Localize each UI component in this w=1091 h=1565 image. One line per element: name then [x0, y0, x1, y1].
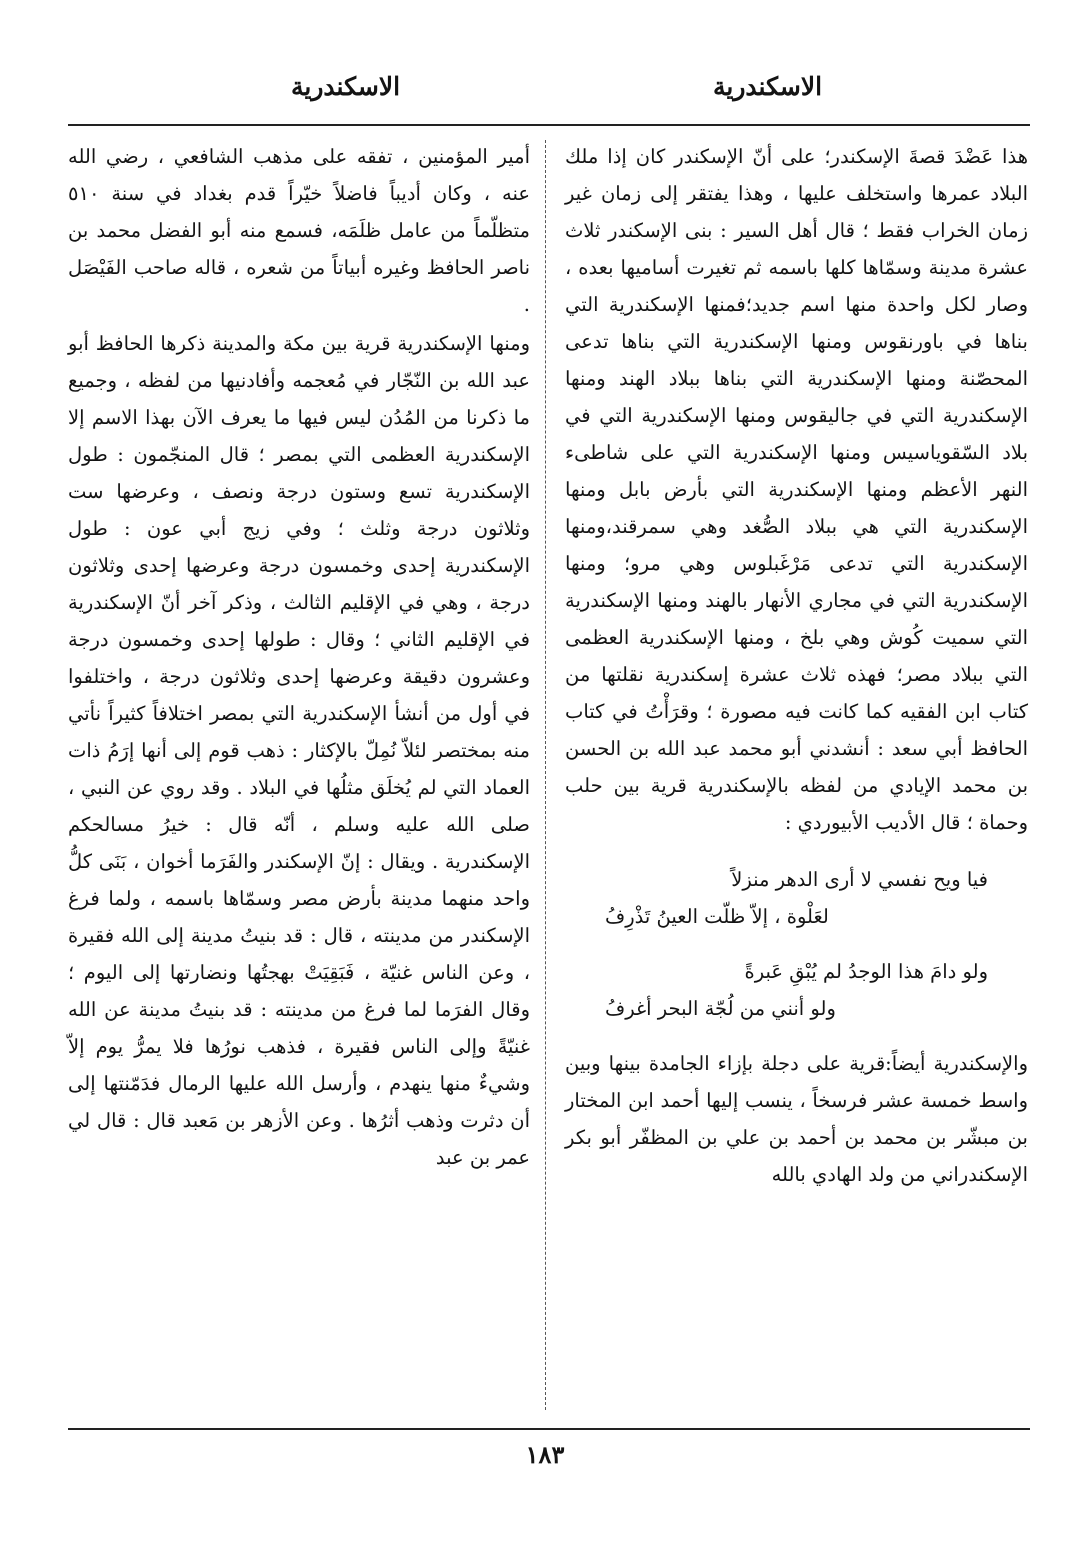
verse-1	[565, 861, 1028, 935]
right-running-header: الاسكندرية	[712, 72, 823, 101]
footer-rule	[68, 1428, 1030, 1430]
verse-2-first-hemistich: ولو دامَ هذا الوجدُ لم يُبْقِ عَبرةً	[744, 960, 988, 983]
right-column	[565, 138, 1028, 1193]
verse-1-first-hemistich: فيا ويح نفسي لا أرى الدهر منزلاً	[731, 868, 988, 891]
left-running-header: الاسكندرية	[290, 72, 401, 101]
left-paragraph-1: أمير المؤمنين ، تفقه على مذهب الشافعي ، رضي الله عنه ، وكان أديباً فاضلاً خيّراً قدم بغداد في سنة ٥١٠ متظلّماً من عامل ظلَمَه، فسمع منه أبو الفضل محمد بن ناصر الحافظ وغيره أبياتاً من شعره ، قاله صاحب الفَيْصَل .	[68, 145, 530, 316]
verse-1-second-hemistich: لعَلْوة ، إلاّ ظلّت العينُ تَذْرِفُ	[605, 905, 829, 928]
verse-2	[565, 953, 1028, 1027]
left-paragraph-2: ومنها الإسكندرية قرية بين مكة والمدينة ذكرها الحافظ أبو عبد الله بن النّجّار في مُعجمه وأفادنيها من لفظه ، وجميع ما ذكرنا من المُدُن ليس فيها ما يعرف الآن بهذا الاسم إلا الإسكندرية العظمى التي بمصر ؛ قال المنجّمون : طول الإسكندرية تسع وستون درجة ونصف ، وعرضها ست وثلاثون درجة وثلث ؛ وفي زيج أبي عون : طول الإسكندرية إحدى وخمسون درجة وعرضها إحدى وثلاثون درجة ، وهي في الإقليم الثالث ، وذكر آخر أنّ الإسكندرية في الإقليم الثاني ؛ وقال : طولها إحدى وخمسون درجة وعشرون دقيقة وعرضها إحدى وثلاثون درجة ، واختلفوا في أول من أنشأ الإسكندرية التي بمصر اختلافاً كثيراً نأتي منه بمختصر لئلاّ نُمِلّ بالإكثار : ذهب قوم إلى أنها إرَمُ ذات العماد التي لم يُخلَق مثلُها في البلاد . وقد روي عن النبي ، صلى الله عليه وسلم ، أنّه قال : خيرُ مسالحكم الإسكندرية . ويقال : إنّ الإسكندر والفَرَما أخوان ، بَنَى كلُّ واحد منهما مدينة بأرض مصر وسمّاها باسمه ، ولما فرغ الإسكندر من مدينته ، قال : قد بنيتُ مدينة إلى الله فقيرة ، وعن الناس غنيّة ، فَبَقِيَتْ بهجتُها ونضارتها إلى اليوم ؛ وقال الفرَما لما فرغ من مدينته : قد بنيتُ مدينة عن الله غنيّةً وإلى الناس فقيرة ، فذهب نورُها فلا يمرُّ يوم إلاّ وشيءٌ منها ينهدم ، وأرسل الله عليها الرمال فدَمّنتها إلى أن دثرت وذهب أثرُها . وعن الأزهر بن مَعبد قال : قال لي عمر بن عبد	[68, 332, 530, 1169]
right-paragraph-2: والإسكندرية أيضاً:قرية على دجلة بإزاء الجامدة بينها وبين واسط خمسة عشر فرسخاً ، ينسب إليها أحمد ابن المختار بن مبشّر بن محمد بن أحمد بن علي بن المظفّر أبو بكر الإسكندراني من ولد الهادي بالله	[565, 1052, 1028, 1186]
right-paragraph-1: هذا عَضْدَ قصةَ الإسكندر؛ على أنّ الإسكندر كان إذا ملك البلاد عمرها واستخلف عليها ، وهذا يفتقر إلى زمان غير زمان الخراب فقط ؛ قال أهل السير : بنى الإسكندر ثلاث عشرة مدينة وسمّاها كلها باسمه ثم تغيرت أساميها بعده ، وصار لكل واحدة منها اسم جديد؛فمنها الإسكندرية التي بناها في باورنقوس ومنها الإسكندرية التي بناها تدعى المحصّنة ومنها الإسكندرية التي بناها ببلاد الهند ومنها الإسكندرية التي في جاليقوس ومنها الإسكندرية التي في بلاد السّقوياسيس ومنها الإسكندرية التي على شاطىء النهر الأعظم ومنها الإسكندرية التي بأرض بابل ومنها الإسكندرية التي هي ببلاد الصُّغد وهي سمرقند،ومنها الإسكندرية التي تدعى مَرْغَبلوس وهي مرو؛ ومنها الإسكندرية التي في مجاري الأنهار بالهند ومنها الإسكندرية التي سميت كُوش وهي بلخ ، ومنها الإسكندرية العظمى التي ببلاد مصر؛ فهذه ثلاث عشرة إسكندرية نقلتها من كتاب ابن الفقيه كما كانت فيه مصورة ؛ وقرَأْتُ في كتاب الحافظ أبي سعد : أنشدني أبو محمد عبد الله بن الحسن بن محمد الإيادي من لفظه بالإسكندرية قرية بين حلب وحماة ؛ قال الأديب الأبيوردي :	[565, 145, 1028, 834]
header-rule	[68, 124, 1030, 126]
page-number: ١٨٣	[525, 1440, 565, 1469]
verse-2-second-hemistich: ولو أنني من لُجّة البحر أغرفُ	[605, 997, 836, 1020]
column-divider	[545, 140, 546, 1410]
left-column	[68, 138, 530, 1176]
